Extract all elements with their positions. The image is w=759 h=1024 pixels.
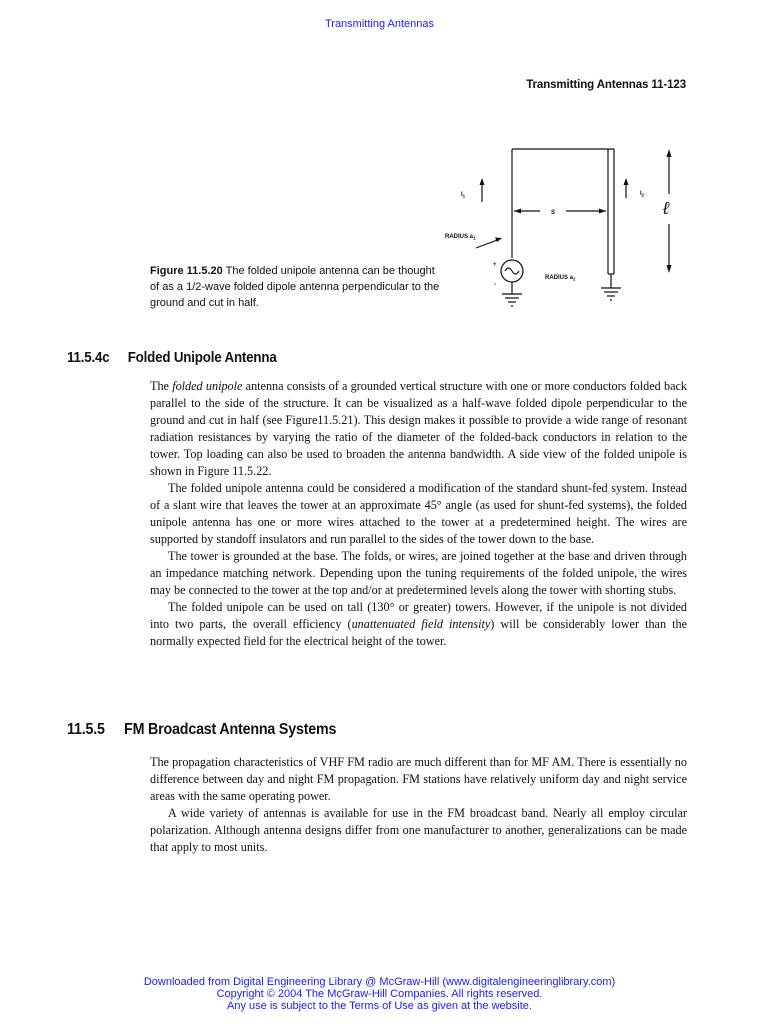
label-radius-a1: RADIUS $a_1$ — [445, 234, 476, 241]
section-body-folded-unipole — [150, 378, 687, 650]
top-link[interactable]: Transmitting Antennas — [324, 18, 435, 30]
label-i2: $I_2$ — [640, 191, 645, 198]
figure-caption — [150, 263, 440, 311]
footer-download-link[interactable]: Downloaded from Digital Engineering Library @ McGraw-Hill (www.digitalengineeringlibrary.com) — [143, 976, 616, 988]
section-title: Folded Unipole Antenna — [127, 350, 277, 366]
caption-label: Figure 11.5.20 — [150, 265, 223, 277]
paragraph: The folded unipole antenna could be considered a modification of the standard shunt-fed system. Instead of a slant wire that leaves the tower at an approximate 45° angle (as used for shunt-fed systems), the folded unipole antenna has one or more wires attached to the tower at a predetermined height. The wires are supported by standoff insulators and run parallel to the sides of the tower down to the base. — [150, 481, 687, 546]
section-heading-folded-unipole — [67, 350, 277, 366]
label-minus: - — [494, 282, 496, 288]
paragraph: The tower is grounded at the base. The folds, or wires, are joined together at the base and driven through an impedance matching network. Depending upon the tuning requirements of the folded unipole, the wires may be connected to the tower at the top and/or at predetermined levels along the tower with shorting stubs. — [150, 549, 687, 597]
folded-unipole-diagram — [440, 140, 700, 320]
paragraph: The folded unipole antenna consists of a grounded vertical structure with one or more conductors folded back parallel to the side of the structure. It can be visualized as a half-wave folded dipole perpendicular to the ground and cut in half (see Figure11.5.21). This design makes it possible to provide a wide range of resonant radiation resistances by varying the ratio of the diameter of the folded-back conductors in relation to the tower. Top loading can also be used to broaden the antenna bandwidth. A side view of the folded unipole is shown in Figure 11.5.22. — [150, 379, 687, 478]
footer — [0, 976, 759, 1012]
footer-copyright: Copyright © 2004 The McGraw-Hill Companies. All rights reserved. — [216, 988, 543, 1000]
sine-wave — [505, 268, 519, 274]
caption-text: The folded unipole antenna can be thought of as a 1/2-wave folded dipole antenna perpendicular to the ground and cut in half. — [150, 265, 440, 309]
label-s: S — [551, 210, 556, 216]
paragraph: The folded unipole can be used on tall (130° or greater) towers. However, if the unipole is not divided into two parts, the overall efficiency (unattenuated field intensity) will be considerably lower than the normally expected field for the electrical height of the tower. — [150, 600, 688, 648]
running-head: Transmitting Antennas 11-123 — [526, 79, 686, 91]
section-number: 11.5.4c — [67, 350, 110, 366]
section-body-fm-broadcast — [150, 754, 687, 856]
label-i1: $I_1$ — [461, 192, 466, 199]
paragraph: The propagation characteristics of VHF FM radio are much different than for MF AM. There is essentially no difference between day and night FM propagation. FM stations have relatively uniform day and night service areas with the same operating power. — [150, 755, 687, 803]
footer-terms-link[interactable]: Any use is subject to the Terms of Use as given at the website. — [227, 1000, 532, 1012]
paragraph: A wide variety of antennas is available for use in the FM broadcast band. Nearly all employ circular polarization. Although antenna designs differ from one manufacturer to another, generalizations can be made that apply to most units. — [150, 806, 687, 854]
section-title: FM Broadcast Antenna Systems — [124, 721, 337, 738]
label-radius-a2: RADIUS $a_2$ — [545, 275, 576, 282]
label-length: ℓ — [662, 198, 670, 219]
section-number: 11.5.5 — [67, 721, 105, 738]
label-plus: + — [493, 262, 497, 268]
section-heading-fm-broadcast — [67, 721, 336, 739]
